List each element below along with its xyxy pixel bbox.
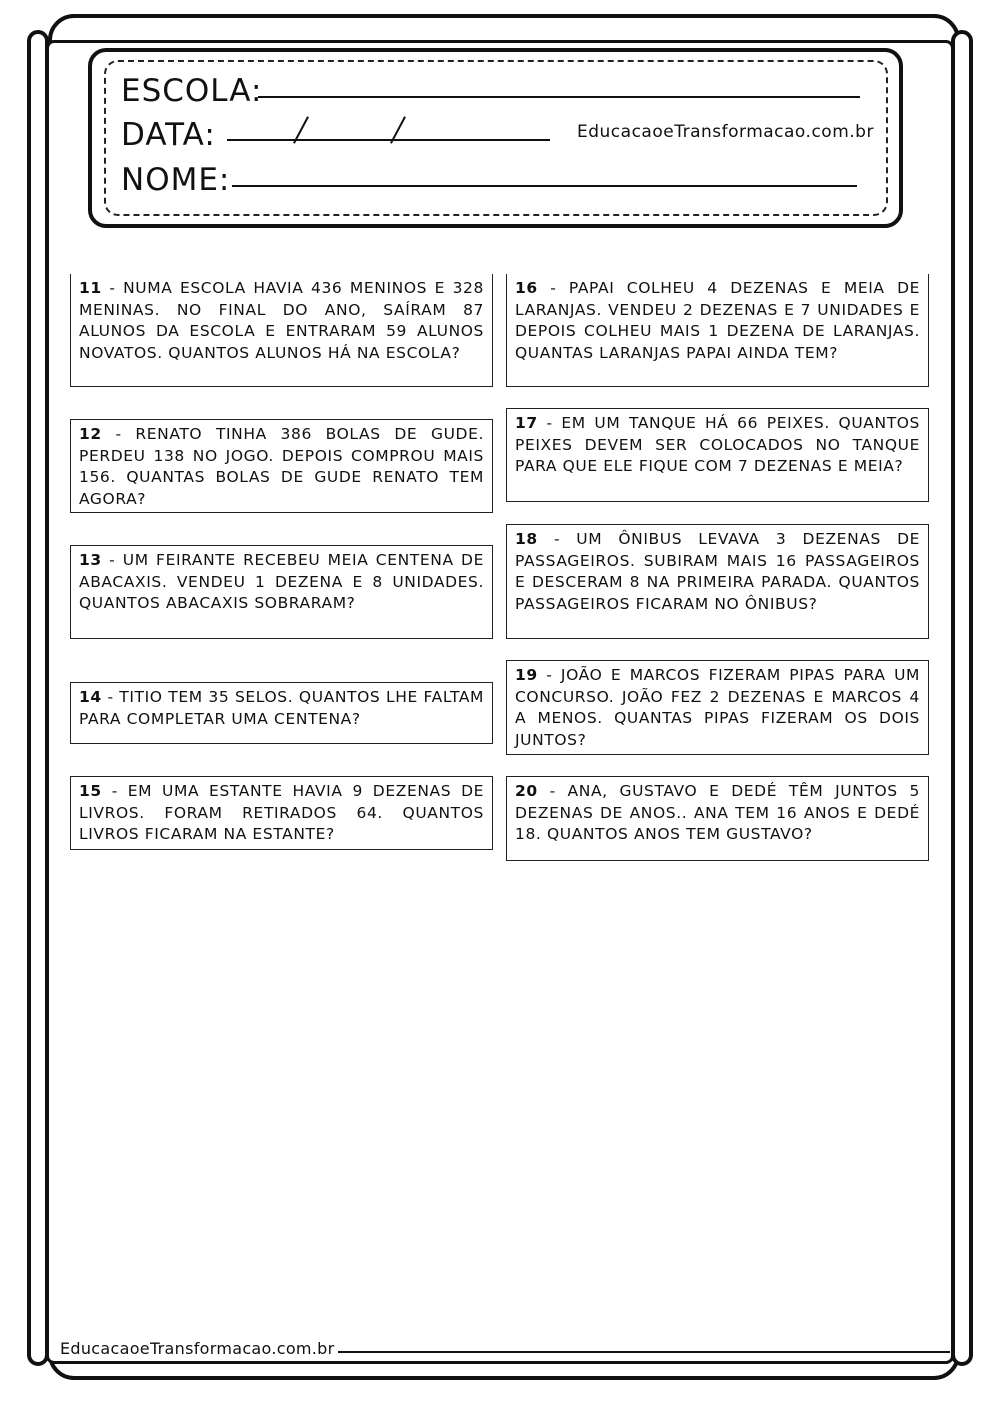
question-text: - JOÃO E MARCOS FIZERAM PIPAS PARA UM CONCURSO. JOÃO FEZ 2 DEZENAS E MARCOS 4 A MENOS. QUANTAS PIPAS FIZERAM OS DOIS JUNTOS? — [515, 666, 920, 749]
question-number: 16 — [515, 279, 538, 297]
question-12 — [70, 419, 493, 513]
escola-line[interactable] — [258, 96, 860, 98]
question-14 — [70, 682, 493, 744]
footer-website: EducacaoeTransformacao.com.br — [60, 1339, 335, 1358]
question-16 — [506, 274, 929, 387]
question-number: 13 — [79, 551, 102, 569]
question-number: 15 — [79, 782, 102, 800]
question-text: - TITIO TEM 35 SELOS. QUANTOS LHE FALTAM PARA COMPLETAR UMA CENTENA? — [79, 688, 484, 728]
data-line[interactable] — [227, 139, 550, 141]
question-text: - UM ÔNIBUS LEVAVA 3 DEZENAS DE PASSAGEIROS. SUBIRAM MAIS 16 PASSAGEIROS E DESCERAM 8 NA PRIMEIRA PARADA. QUANTOS PASSAGEIROS FICARAM NO ÔNIBUS? — [515, 530, 920, 613]
nome-label: NOME: — [121, 162, 231, 198]
question-18 — [506, 524, 929, 639]
question-text: - NUMA ESCOLA HAVIA 436 MENINOS E 328 MENINAS. NO FINAL DO ANO, SAÍRAM 87 ALUNOS DA ESCOLA E ENTRARAM 59 ALUNOS NOVATOS. QUANTOS ALUNOS HÁ NA ESCOLA? — [79, 279, 484, 362]
question-text: - EM UMA ESTANTE HAVIA 9 DEZENAS DE LIVROS. FORAM RETIRADOS 64. QUANTOS LIVROS FICARAM NA ESTANTE? — [79, 782, 484, 843]
data-label: DATA: — [121, 117, 216, 153]
question-number: 12 — [79, 425, 102, 443]
question-11 — [70, 274, 493, 387]
question-number: 19 — [515, 666, 538, 684]
question-20 — [506, 776, 929, 861]
question-text: - EM UM TANQUE HÁ 66 PEIXES. QUANTOS PEIXES DEVEM SER COLOCADOS NO TANQUE PARA QUE ELE FIQUE COM 7 DEZENAS E MEIA? — [515, 414, 920, 475]
escola-label: ESCOLA: — [121, 73, 263, 109]
question-15 — [70, 776, 493, 850]
question-text: - PAPAI COLHEU 4 DEZENAS E MEIA DE LARANJAS. VENDEU 2 DEZENAS E 7 UNIDADES E DEPOIS COLHEU MAIS 1 DEZENA DE LARANJAS. QUANTAS LARANJAS PAPAI AINDA TEM? — [515, 279, 920, 362]
question-number: 17 — [515, 414, 538, 432]
header-website: EducacaoeTransformacao.com.br — [577, 122, 874, 142]
question-number: 18 — [515, 530, 538, 548]
question-text: - UM FEIRANTE RECEBEU MEIA CENTENA DE ABACAXIS. VENDEU 1 DEZENA E 8 UNIDADES. QUANTOS ABACAXIS SOBRARAM? — [79, 551, 484, 612]
question-number: 14 — [79, 688, 102, 706]
page-frame-right-rail — [951, 30, 973, 1366]
question-17 — [506, 408, 929, 502]
footer-line — [338, 1351, 950, 1353]
question-19 — [506, 660, 929, 755]
question-13 — [70, 545, 493, 639]
question-number: 20 — [515, 782, 538, 800]
question-text: - ANA, GUSTAVO E DEDÉ TÊM JUNTOS 5 DEZENAS DE ANOS.. ANA TEM 16 ANOS E DEDÉ 18. QUANTOS ANOS TEM GUSTAVO? — [515, 782, 921, 843]
question-number: 11 — [79, 279, 102, 297]
question-text: - RENATO TINHA 386 BOLAS DE GUDE. PERDEU 138 NO JOGO. DEPOIS COMPROU MAIS 156. QUANTAS BOLAS DE GUDE RENATO TEM AGORA? — [79, 425, 484, 508]
nome-line[interactable] — [232, 185, 857, 187]
